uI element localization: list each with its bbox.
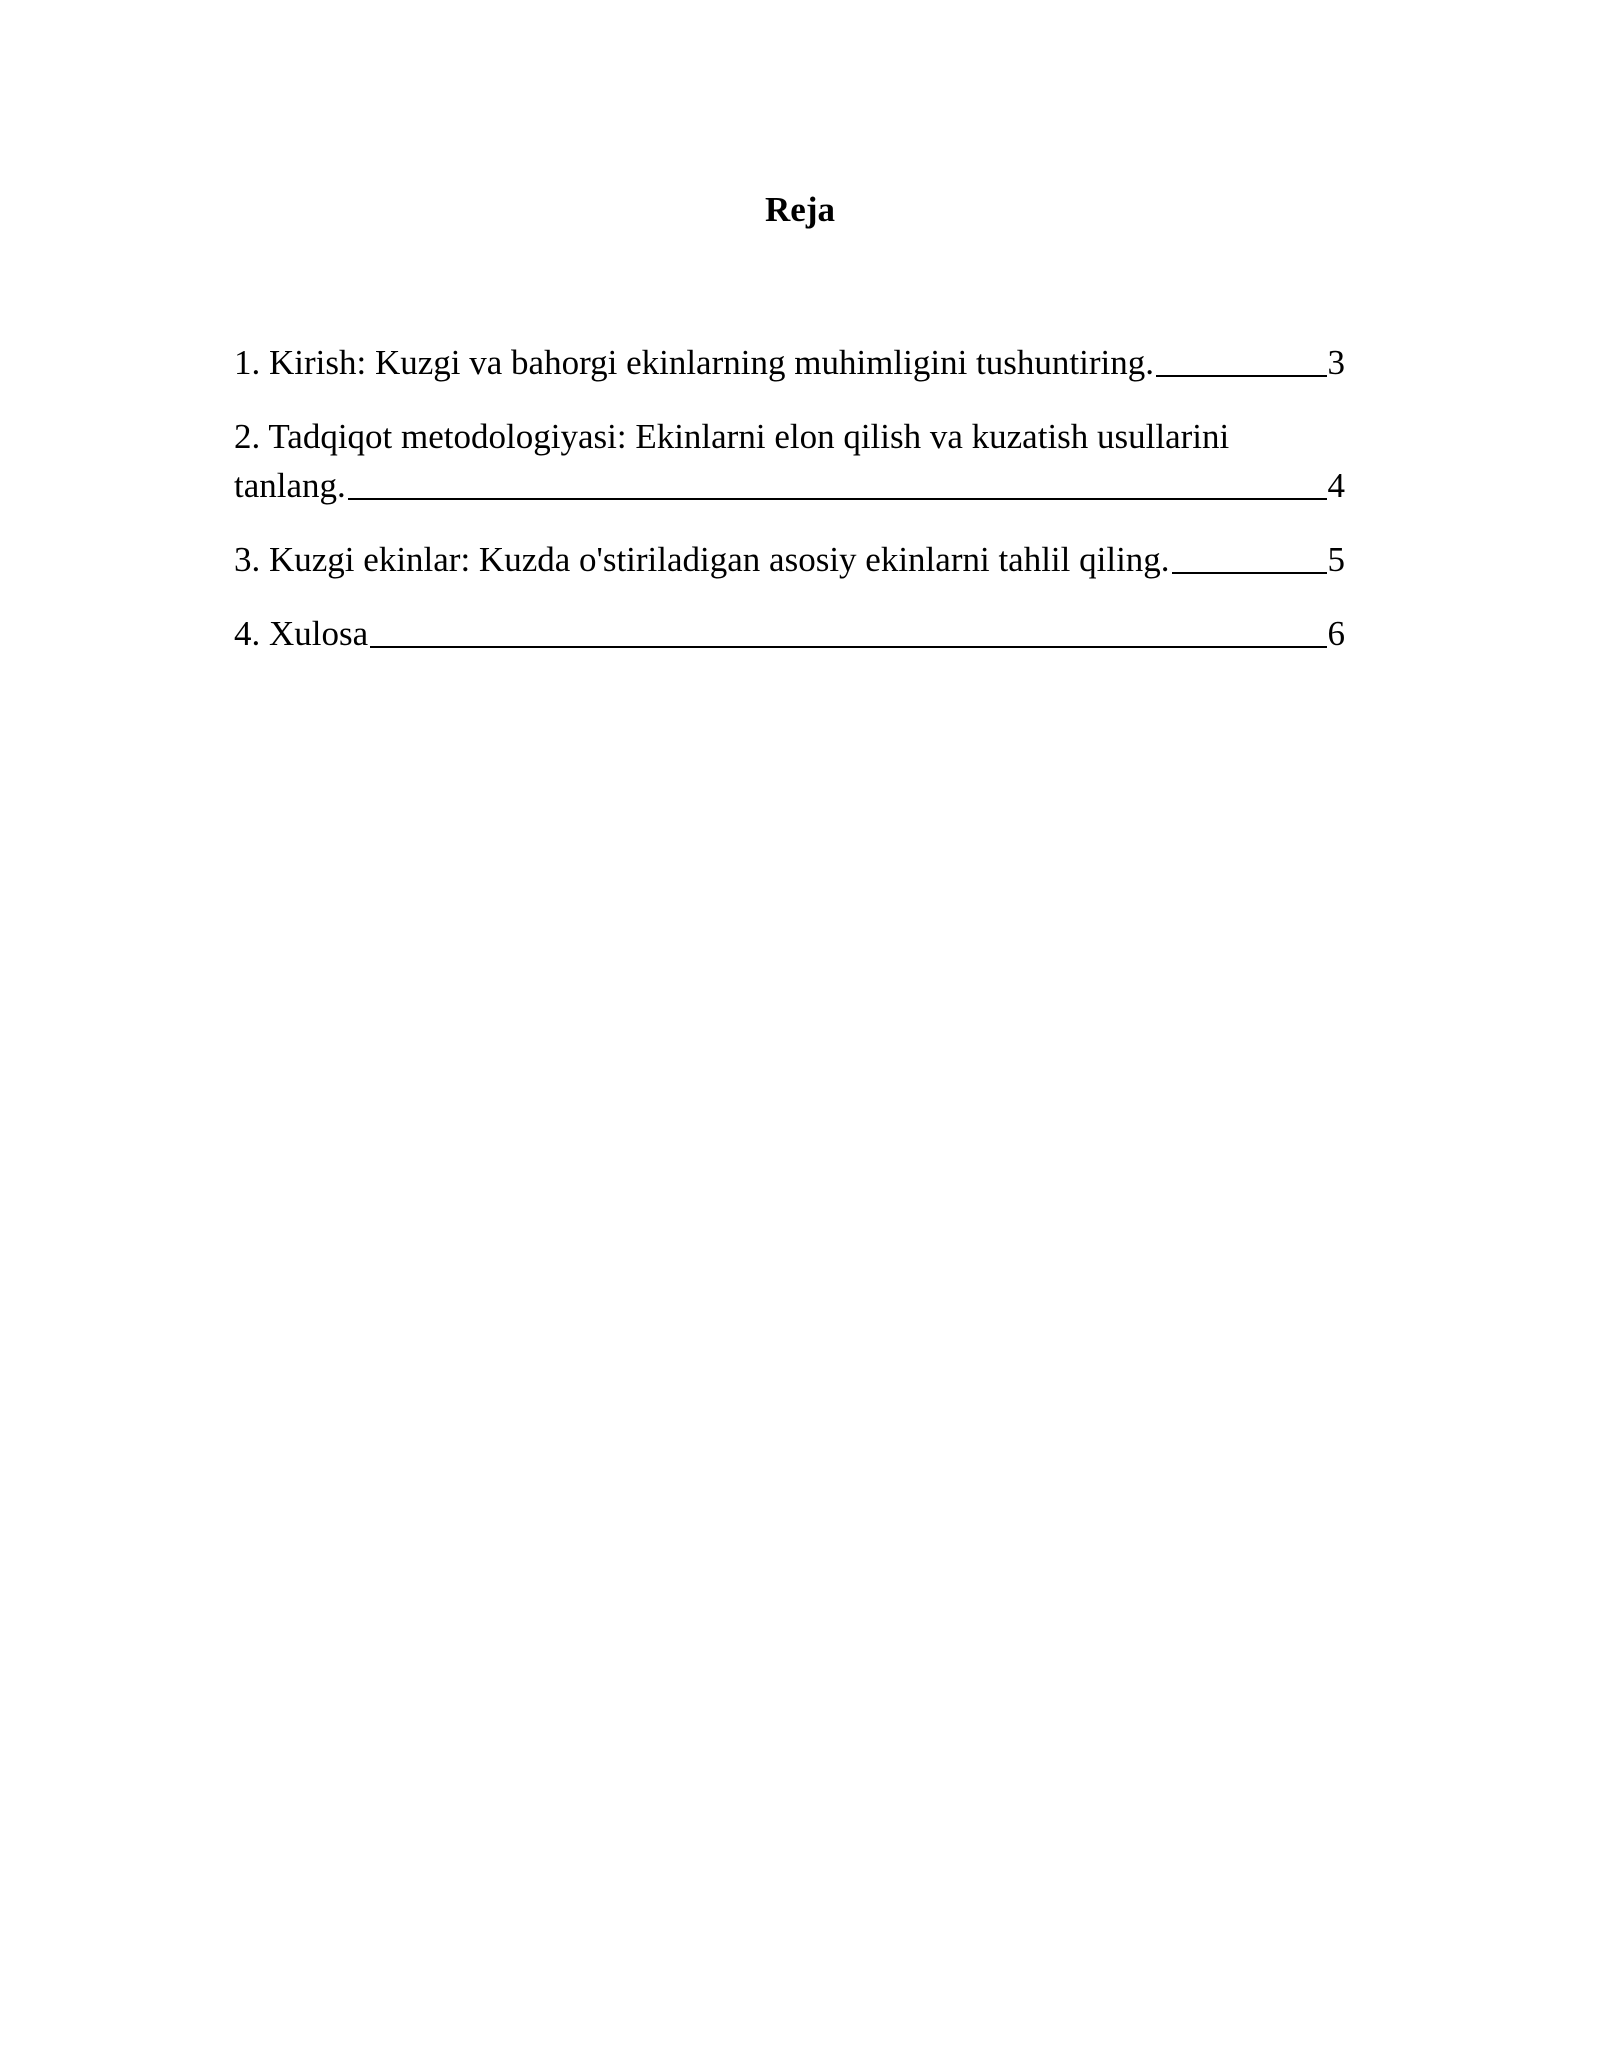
toc-entry-text: 3. Kuzgi ekinlar: Kuzda o'stiriladigan asosiy ekinlarni tahlil qiling. xyxy=(234,540,1170,579)
toc-page-number: 3 xyxy=(1327,343,1345,382)
toc-entry-text: 4. Xulosa xyxy=(234,614,369,653)
toc-entry-2 xyxy=(234,412,1345,510)
toc-entry-3 xyxy=(234,535,1345,584)
toc-leader-line xyxy=(348,498,1327,500)
toc-entry-4 xyxy=(234,609,1345,658)
toc-page-number: 4 xyxy=(1327,466,1345,505)
toc-entry-last-line xyxy=(234,461,1345,510)
toc-entry-text-continued: tanlang. xyxy=(234,466,346,505)
toc-entry-text: 2. Tadqiqot metodologiyasi: Ekinlarni elon qilish va kuzatish usullarini xyxy=(234,417,1230,456)
table-of-contents xyxy=(234,338,1345,683)
toc-entry-text: 1. Kirish: Kuzgi va bahorgi ekinlarning muhimligini tushuntiring. xyxy=(234,343,1154,382)
page-title: Reja xyxy=(765,190,835,229)
toc-leader-line xyxy=(370,646,1326,648)
toc-leader-line xyxy=(1156,375,1327,377)
toc-page-number: 6 xyxy=(1327,614,1345,653)
toc-page-number: 5 xyxy=(1327,540,1345,579)
toc-entry-1 xyxy=(234,338,1345,387)
toc-leader-line xyxy=(1172,572,1327,574)
